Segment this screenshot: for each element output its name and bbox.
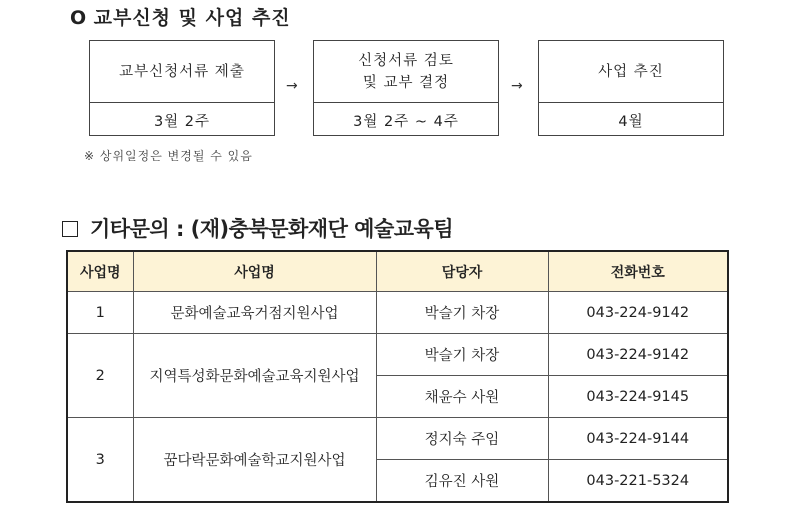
row-number: 1: [67, 292, 133, 334]
program-name: 꿈다락문화예술학교지원사업: [133, 418, 376, 503]
contact-name: 박슬기 차장: [376, 334, 548, 376]
right-arrow-icon: →: [286, 78, 298, 94]
flow-step-label-line1: 사업 추진: [598, 63, 664, 80]
contact-table: [66, 250, 729, 503]
flow-step-label-line1: 교부신청서류 제출: [119, 63, 245, 80]
flow-step-label-line2: 및 교부 결정: [362, 74, 450, 91]
flow-step-label: [539, 41, 723, 103]
flow-step-label: [90, 41, 274, 103]
contact-phone: 043-224-9142: [548, 292, 728, 334]
flow-step-label-line1: 신청서류 검토: [358, 52, 454, 69]
checkbox-square-icon: [62, 221, 78, 237]
table-row: [67, 418, 728, 460]
column-header-contact: 담당자: [376, 251, 548, 292]
contact-phone: 043-224-9142: [548, 334, 728, 376]
table-row: [67, 334, 728, 376]
flow-step-3: [538, 40, 724, 136]
column-header-program: 사업명: [133, 251, 376, 292]
flow-step-2: [313, 40, 499, 136]
row-number: 2: [67, 334, 133, 418]
flow-step-period: 4월: [618, 113, 644, 130]
program-name: 지역특성화문화예술교육지원사업: [133, 334, 376, 418]
circle-bullet-icon: O: [70, 7, 88, 29]
section-heading-contact: [62, 213, 453, 243]
table-header-row: [67, 251, 728, 292]
contact-name: 김유진 사원: [376, 460, 548, 503]
right-arrow-icon: →: [511, 78, 523, 94]
table-row: [67, 292, 728, 334]
flow-step-1: [89, 40, 275, 136]
section-title: 교부신청 및 사업 추진: [93, 7, 291, 29]
contact-title: 기타문의 : (재)충북문화재단 예술교육팀: [90, 217, 454, 241]
column-header-no: 사업명: [67, 251, 133, 292]
contact-phone: 043-221-5324: [548, 460, 728, 503]
section-heading-application: [70, 3, 291, 30]
column-header-phone: 전화번호: [548, 251, 728, 292]
flow-step-period: 3월 2주 ~ 4주: [353, 113, 459, 130]
row-number: 3: [67, 418, 133, 503]
contact-phone: 043-224-9144: [548, 418, 728, 460]
flow-step-period: 3월 2주: [153, 113, 211, 130]
program-name: 문화예술교육거점지원사업: [133, 292, 376, 334]
contact-name: 정지숙 주임: [376, 418, 548, 460]
contact-phone: 043-224-9145: [548, 376, 728, 418]
contact-name: 채윤수 사원: [376, 376, 548, 418]
contact-name: 박슬기 차장: [376, 292, 548, 334]
schedule-note: ※ 상위일정은 변경될 수 있음: [84, 149, 253, 163]
flow-step-label: [314, 41, 498, 103]
